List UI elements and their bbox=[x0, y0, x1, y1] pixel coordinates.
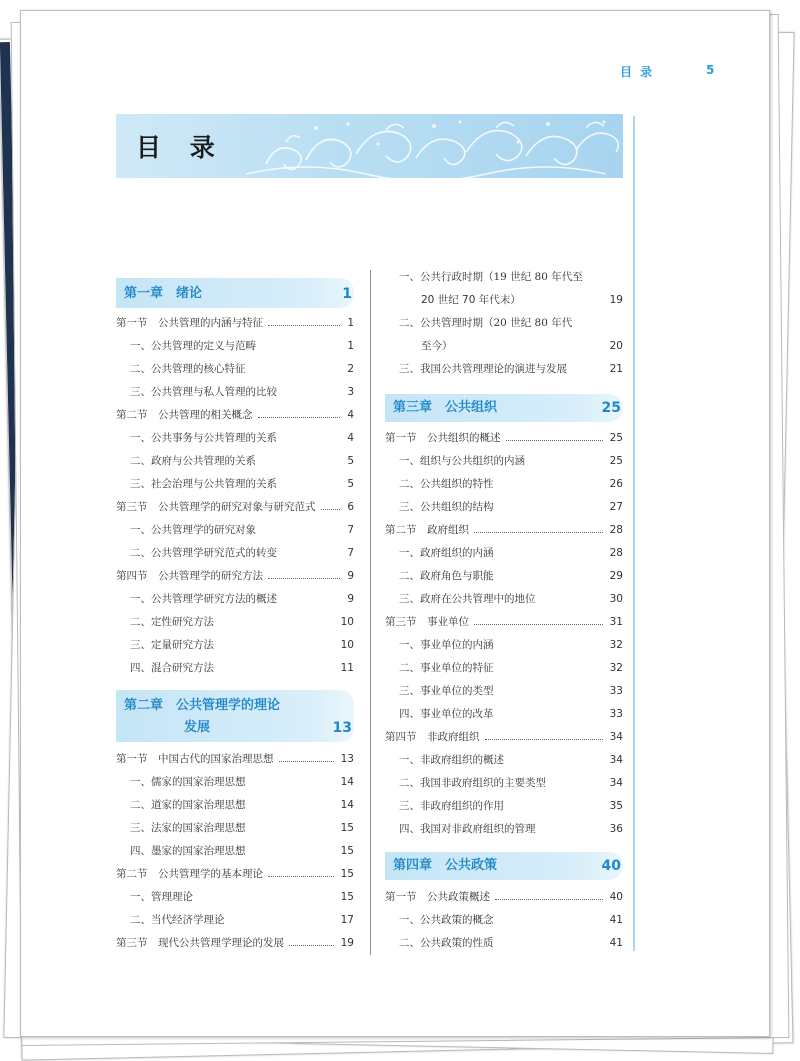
chapter-page: 40 bbox=[601, 858, 621, 874]
toc-subsection-entry[interactable] bbox=[385, 544, 623, 562]
toc-entry-page: 21 bbox=[607, 360, 623, 378]
toc-subsection-entry[interactable] bbox=[385, 797, 623, 815]
toc-entry-page: 32 bbox=[607, 636, 623, 654]
toc-subsection-entry[interactable] bbox=[385, 774, 623, 792]
toc-entry-page: 15 bbox=[338, 819, 354, 837]
toc-entry-page: 17 bbox=[338, 911, 354, 929]
toc-subsection-entry[interactable] bbox=[385, 314, 623, 332]
toc-subsection-entry[interactable] bbox=[385, 820, 623, 838]
toc-entry-page: 36 bbox=[607, 820, 623, 838]
toc-entry-text: 一、组织与公共组织的内涵 bbox=[399, 452, 528, 470]
toc-entry-text: 四、混合研究方法 bbox=[130, 659, 217, 677]
toc-section-entry[interactable] bbox=[385, 613, 623, 631]
toc-entry-text: 二、当代经济学理论 bbox=[130, 911, 228, 929]
toc-entry-page: 15 bbox=[338, 888, 354, 906]
toc-entry-page: 41 bbox=[607, 911, 623, 929]
toc-entry-page: 28 bbox=[607, 544, 623, 562]
toc-entry-text: 二、公共政策的性质 bbox=[399, 934, 497, 952]
toc-section-entry[interactable] bbox=[116, 750, 354, 768]
toc-entry-page: 29 bbox=[607, 567, 623, 585]
toc-subsection-entry[interactable] bbox=[116, 360, 354, 378]
toc-entry-text: 二、道家的国家治理思想 bbox=[130, 796, 249, 814]
toc-entry-text: 第一节 中国古代的国家治理思想 bbox=[116, 750, 277, 768]
toc-entry-page: 35 bbox=[607, 797, 623, 815]
toc-subsection-entry[interactable] bbox=[116, 337, 354, 355]
chapter-heading[interactable] bbox=[116, 690, 354, 742]
toc-entry-text: 第一节 公共管理的内涵与特征 bbox=[116, 314, 266, 332]
toc-entry-page: 5 bbox=[344, 452, 354, 470]
toc-entry-page: 32 bbox=[607, 659, 623, 677]
toc-entry-text: 一、管理理论 bbox=[130, 888, 196, 906]
chapter-title: 第三章 公共组织 bbox=[393, 400, 498, 415]
toc-entry-text: 一、事业单位的内涵 bbox=[399, 636, 497, 654]
toc-subsection-entry[interactable] bbox=[385, 337, 623, 355]
toc-entry-page: 14 bbox=[338, 773, 354, 791]
toc-subsection-entry[interactable] bbox=[116, 773, 354, 791]
leader-dots bbox=[321, 509, 340, 510]
toc-subsection-entry[interactable] bbox=[385, 682, 623, 700]
toc-entry-text: 三、定量研究方法 bbox=[130, 636, 217, 654]
toc-subsection-entry[interactable] bbox=[116, 544, 354, 562]
toc-entry-text: 二、政府与公共管理的关系 bbox=[130, 452, 259, 470]
toc-subsection-entry[interactable] bbox=[385, 268, 623, 286]
toc-entry-text: 三、公共管理与私人管理的比较 bbox=[130, 383, 280, 401]
leader-dots bbox=[279, 761, 334, 762]
toc-entry-page: 9 bbox=[344, 567, 354, 585]
toc-entry-page: 25 bbox=[607, 429, 623, 447]
chapter-title: 第二章 公共管理学的理论 bbox=[124, 698, 281, 713]
toc-subsection-entry[interactable] bbox=[116, 659, 354, 677]
toc-entry-text: 一、儒家的国家治理思想 bbox=[130, 773, 249, 791]
toc-entry-text: 二、政府角色与职能 bbox=[399, 567, 497, 585]
toc-title: 目 录 bbox=[136, 133, 225, 162]
toc-entry-text: 第三节 现代公共管理学理论的发展 bbox=[116, 934, 287, 952]
toc-section-entry[interactable] bbox=[116, 406, 354, 424]
toc-entry-text: 三、法家的国家治理思想 bbox=[130, 819, 249, 837]
toc-entry-page: 2 bbox=[344, 360, 354, 378]
chapter-heading[interactable] bbox=[385, 394, 623, 422]
toc-entry-page: 26 bbox=[607, 475, 623, 493]
toc-entry-text: 第四节 非政府组织 bbox=[385, 728, 483, 746]
toc-subsection-entry[interactable] bbox=[116, 636, 354, 654]
toc-subsection-entry[interactable] bbox=[116, 819, 354, 837]
toc-entry-text: 二、我国非政府组织的主要类型 bbox=[399, 774, 549, 792]
toc-entry-text: 一、非政府组织的概述 bbox=[399, 751, 507, 769]
toc-entry-page: 30 bbox=[607, 590, 623, 608]
toc-entry-page: 28 bbox=[607, 521, 623, 539]
page-number: 5 bbox=[706, 63, 715, 77]
toc-entry-text: 二、事业单位的特征 bbox=[399, 659, 497, 677]
toc-section-entry[interactable] bbox=[116, 865, 354, 883]
leader-dots bbox=[268, 876, 334, 877]
toc-entry-page: 7 bbox=[344, 521, 354, 539]
column-divider bbox=[370, 270, 371, 955]
toc-entry-text: 一、公共管理的定义与范畴 bbox=[130, 337, 259, 355]
toc-entry-page: 9 bbox=[344, 590, 354, 608]
toc-entry-page: 11 bbox=[338, 659, 354, 677]
toc-section-entry[interactable] bbox=[116, 498, 354, 516]
toc-entry-text: 第一节 公共组织的概述 bbox=[385, 429, 504, 447]
toc-subsection-entry[interactable] bbox=[385, 911, 623, 929]
toc-subsection-entry[interactable] bbox=[116, 842, 354, 860]
toc-section-entry[interactable] bbox=[116, 567, 354, 585]
toc-entry-page: 10 bbox=[338, 636, 354, 654]
toc-subsection-entry[interactable] bbox=[385, 705, 623, 723]
toc-entry-page: 4 bbox=[344, 429, 354, 447]
toc-entry-text: 三、公共组织的结构 bbox=[399, 498, 497, 516]
chapter-heading[interactable] bbox=[385, 852, 623, 880]
leader-dots bbox=[268, 325, 340, 326]
toc-subsection-entry[interactable] bbox=[385, 751, 623, 769]
leader-dots bbox=[506, 440, 603, 441]
toc-subsection-entry[interactable] bbox=[385, 590, 623, 608]
toc-entry-page: 20 bbox=[607, 337, 623, 355]
toc-entry-text: 第三节 事业单位 bbox=[385, 613, 472, 631]
leader-dots bbox=[474, 624, 603, 625]
toc-entry-page: 27 bbox=[607, 498, 623, 516]
toc-entry-text: 三、社会治理与公共管理的关系 bbox=[130, 475, 280, 493]
leader-dots bbox=[289, 945, 334, 946]
toc-entry-page: 34 bbox=[607, 751, 623, 769]
toc-entry-page: 6 bbox=[344, 498, 354, 516]
toc-subsection-entry[interactable] bbox=[385, 498, 623, 516]
chapter-title: 第一章 绪论 bbox=[124, 286, 203, 301]
toc-subsection-entry[interactable] bbox=[385, 934, 623, 952]
chapter-page: 13 bbox=[332, 720, 352, 736]
toc-subsection-entry[interactable] bbox=[385, 360, 623, 378]
leader-dots bbox=[474, 532, 603, 533]
toc-entry-page: 34 bbox=[607, 774, 623, 792]
toc-entry-text: 一、公共行政时期（19 世纪 80 年代至 bbox=[399, 268, 586, 286]
toc-subsection-entry[interactable] bbox=[385, 636, 623, 654]
toc-entry-page: 1 bbox=[344, 337, 354, 355]
toc-entry-text: 三、事业单位的类型 bbox=[399, 682, 497, 700]
toc-entry-text: 三、政府在公共管理中的地位 bbox=[399, 590, 539, 608]
toc-entry-page: 14 bbox=[338, 796, 354, 814]
toc-entry-text: 一、公共政策的概念 bbox=[399, 911, 497, 929]
toc-section-entry[interactable] bbox=[385, 728, 623, 746]
chapter-title-line2: 发展 bbox=[184, 720, 211, 735]
toc-entry-text: 20 世纪 70 年代末） bbox=[421, 291, 524, 309]
leader-dots bbox=[268, 578, 340, 579]
toc-subsection-entry[interactable] bbox=[116, 911, 354, 929]
toc-entry-page: 15 bbox=[338, 842, 354, 860]
toc-subsection-entry[interactable] bbox=[116, 452, 354, 470]
toc-entry-text: 三、我国公共管理理论的演进与发展 bbox=[399, 360, 570, 378]
toc-entry-page: 7 bbox=[344, 544, 354, 562]
toc-subsection-entry[interactable] bbox=[116, 429, 354, 447]
toc-entry-text: 四、墨家的国家治理思想 bbox=[130, 842, 249, 860]
toc-subsection-entry[interactable] bbox=[385, 659, 623, 677]
toc-entry-text: 一、政府组织的内涵 bbox=[399, 544, 497, 562]
chapter-page: 25 bbox=[601, 400, 621, 416]
toc-subsection-entry[interactable] bbox=[385, 475, 623, 493]
toc-subsection-entry[interactable] bbox=[385, 291, 623, 309]
toc-entry-page: 1 bbox=[344, 314, 354, 332]
toc-section-entry[interactable] bbox=[385, 888, 623, 906]
toc-section-entry[interactable] bbox=[385, 429, 623, 447]
toc-section-entry[interactable] bbox=[116, 314, 354, 332]
toc-entry-page: 10 bbox=[338, 613, 354, 631]
toc-subsection-entry[interactable] bbox=[116, 888, 354, 906]
toc-entry-page: 13 bbox=[338, 750, 354, 768]
toc-entry-text: 第一节 公共政策概述 bbox=[385, 888, 493, 906]
toc-entry-text: 二、公共管理学研究范式的转变 bbox=[130, 544, 280, 562]
toc-entry-text: 第二节 公共管理的相关概念 bbox=[116, 406, 256, 424]
margin-rule bbox=[633, 116, 635, 951]
toc-entry-page: 15 bbox=[338, 865, 354, 883]
toc-entry-text: 二、公共管理时期（20 世纪 80 年代 bbox=[399, 314, 575, 332]
toc-subsection-entry[interactable] bbox=[116, 521, 354, 539]
toc-entry-page: 4 bbox=[344, 406, 354, 424]
toc-subsection-entry[interactable] bbox=[116, 383, 354, 401]
toc-entry-page: 33 bbox=[607, 682, 623, 700]
toc-entry-text: 一、公共事务与公共管理的关系 bbox=[130, 429, 280, 447]
toc-subsection-entry[interactable] bbox=[116, 590, 354, 608]
toc-section-entry[interactable] bbox=[116, 934, 354, 952]
toc-subsection-entry[interactable] bbox=[116, 613, 354, 631]
toc-entry-text: 三、非政府组织的作用 bbox=[399, 797, 507, 815]
toc-entry-page: 3 bbox=[344, 383, 354, 401]
toc-entry-text: 四、事业单位的改革 bbox=[399, 705, 497, 723]
toc-entry-text: 二、定性研究方法 bbox=[130, 613, 217, 631]
toc-entry-page: 19 bbox=[338, 934, 354, 952]
toc-entry-page: 33 bbox=[607, 705, 623, 723]
chapter-heading[interactable] bbox=[116, 278, 354, 308]
toc-entry-page: 34 bbox=[607, 728, 623, 746]
toc-entry-text: 一、公共管理学研究方法的概述 bbox=[130, 590, 280, 608]
toc-entry-page: 19 bbox=[607, 291, 623, 309]
toc-entry-text: 一、公共管理学的研究对象 bbox=[130, 521, 259, 539]
toc-entry-text: 二、公共组织的特性 bbox=[399, 475, 497, 493]
toc-entry-page: 31 bbox=[607, 613, 623, 631]
title-band bbox=[116, 114, 623, 178]
toc-subsection-entry[interactable] bbox=[385, 452, 623, 470]
toc-entry-text: 第二节 公共管理学的基本理论 bbox=[116, 865, 266, 883]
toc-entry-text: 二、公共管理的核心特征 bbox=[130, 360, 249, 378]
toc-section-entry[interactable] bbox=[385, 521, 623, 539]
toc-entry-text: 四、我国对非政府组织的管理 bbox=[399, 820, 539, 838]
running-header bbox=[620, 63, 730, 83]
leader-dots bbox=[485, 739, 603, 740]
running-title: 目 录 bbox=[620, 65, 655, 79]
chapter-title: 第四章 公共政策 bbox=[393, 858, 498, 873]
toc-entry-text: 第二节 政府组织 bbox=[385, 521, 472, 539]
toc-entry-page: 40 bbox=[607, 888, 623, 906]
toc-entry-page: 5 bbox=[344, 475, 354, 493]
toc-entry-text: 第四节 公共管理学的研究方法 bbox=[116, 567, 266, 585]
toc-entry-page: 41 bbox=[607, 934, 623, 952]
chapter-page: 1 bbox=[342, 286, 352, 302]
toc-entry-text: 第三节 公共管理学的研究对象与研究范式 bbox=[116, 498, 319, 516]
leader-dots bbox=[495, 899, 603, 900]
toc-entry-page: 25 bbox=[607, 452, 623, 470]
toc-entry-text: 至今） bbox=[421, 337, 456, 355]
toc-subsection-entry[interactable] bbox=[116, 475, 354, 493]
toc-subsection-entry[interactable] bbox=[385, 567, 623, 585]
toc-subsection-entry[interactable] bbox=[116, 796, 354, 814]
leader-dots bbox=[258, 417, 340, 418]
